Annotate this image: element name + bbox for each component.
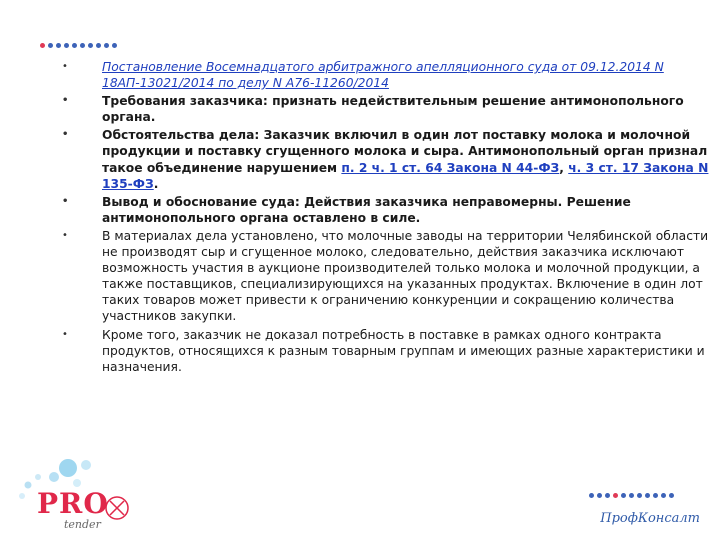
requirements-text: Требования заказчика: признать недействительным решение антимонопольного органа. xyxy=(102,94,684,125)
logo-tender-text: tender xyxy=(64,518,101,531)
decorative-dot xyxy=(621,493,626,498)
law-135-link[interactable]: ч. 3 ст. 17 Закона N 135-ФЗ xyxy=(102,160,709,191)
circumstances-text: Обстоятельства дела: Заказчик включил в один лот поставку молока и молочной продукции и поставку сгущенного молока и сыра. Антимонопольный орган признал такое объединение нарушением xyxy=(102,128,708,175)
logo-bubble xyxy=(35,474,41,480)
decorative-dot xyxy=(597,493,602,498)
decorative-dot xyxy=(605,493,610,498)
bullet: • xyxy=(62,229,68,241)
logo-bubble xyxy=(25,482,32,489)
logo-bubble xyxy=(59,459,77,477)
list-item-circumstances xyxy=(62,127,712,191)
decorative-dot xyxy=(80,43,85,48)
decorative-dot xyxy=(637,493,642,498)
list-item-case-findings xyxy=(62,228,712,325)
court-conclusion-text: Вывод и обоснование суда: Действия заказчика неправомерны. Решение антимонопольного органа оставлено в силе. xyxy=(102,194,631,225)
decorative-dots-bottom xyxy=(589,493,674,498)
logo-bubble xyxy=(49,472,59,482)
brand-name: ПрофКонсалт xyxy=(600,511,700,526)
list-item-court-conclusion xyxy=(62,194,712,226)
bullet: • xyxy=(62,195,69,207)
decorative-dot xyxy=(104,43,109,48)
decorative-dot xyxy=(56,43,61,48)
decorative-dot xyxy=(645,493,650,498)
decorative-dot xyxy=(653,493,658,498)
link-separator: , xyxy=(559,160,569,175)
slide-content xyxy=(62,59,712,377)
case-findings-text: В материалах дела установлено, что молочные заводы на территории Челябинской области не производят сыр и сгущенное молоко, следовательно, действия заказчика исключают возможность участия в аукционе производителей только молока и молочной продукции, а также поставщиков, специализирующихся на указанных продуктах. Включение в один лот таких товаров может привести к ограничению конкуренции и сокращению количества участников закупки. xyxy=(102,228,709,324)
logo-bubble xyxy=(19,493,25,499)
logo-pro-text: PRO xyxy=(37,487,109,520)
decorative-dot xyxy=(669,493,674,498)
case-reference-link[interactable]: Постановление Восемнадцатого арбитражного апелляционного суда от 09.12.2014 N 18АП-13021/2014 по делу N А76-11260/2014 xyxy=(102,60,664,91)
bullet: • xyxy=(62,61,68,72)
decorative-dots-top xyxy=(40,43,117,48)
list-item-additional-finding xyxy=(62,327,712,375)
decorative-dot xyxy=(40,43,45,48)
logo-ring-cross xyxy=(110,501,124,515)
decorative-dot xyxy=(64,43,69,48)
decorative-dot xyxy=(88,43,93,48)
decorative-dot xyxy=(72,43,77,48)
decorative-dot xyxy=(629,493,634,498)
bullet: • xyxy=(62,328,68,340)
law-44-link[interactable]: п. 2 ч. 1 ст. 64 Закона N 44-ФЗ xyxy=(341,160,560,175)
bullet: • xyxy=(62,129,69,141)
decorative-dot xyxy=(48,43,53,48)
list-item-requirements xyxy=(62,93,712,125)
sentence-end: . xyxy=(153,176,159,191)
additional-finding-text: Кроме того, заказчик не доказал потребность в поставке в рамках одного контракта продуктов, относящихся к разным товарным группам и имеющих разные характеристики и назначения. xyxy=(102,327,705,374)
logo-bubble xyxy=(73,479,81,487)
decorative-dot xyxy=(589,493,594,498)
decorative-dot xyxy=(613,493,618,498)
decorative-dot xyxy=(96,43,101,48)
decorative-dot xyxy=(661,493,666,498)
decorative-dot xyxy=(112,43,117,48)
logo-bubble xyxy=(81,460,91,470)
list-item-case-reference xyxy=(62,59,712,91)
bullet: • xyxy=(62,95,69,107)
